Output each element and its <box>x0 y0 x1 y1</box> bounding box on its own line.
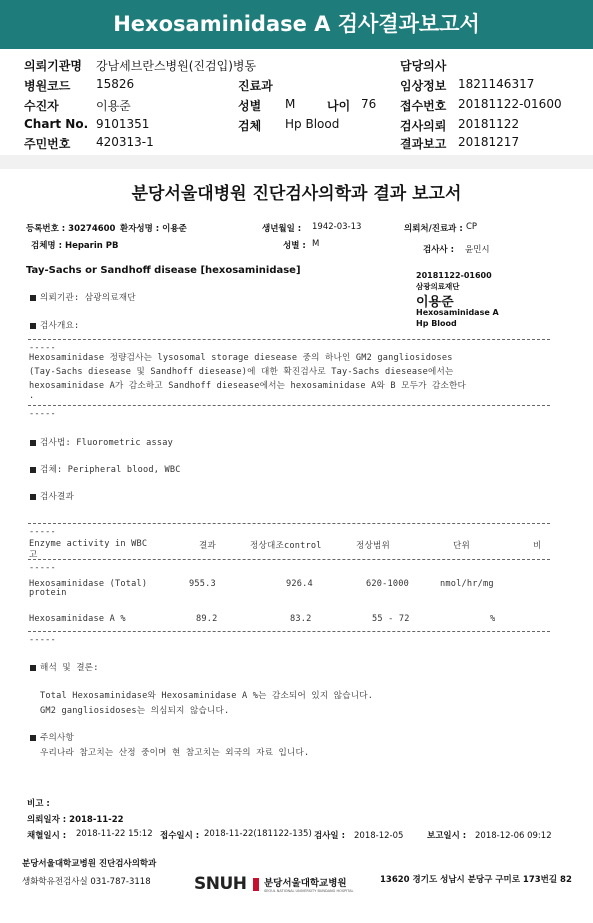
institution-line <box>30 291 136 303</box>
report-date-label: 결과보고 <box>400 137 447 151</box>
footer-tech: 생화학유전검사실 031-787-3118 <box>22 877 151 887</box>
sticker-institution: 삼광의료재단 <box>416 282 460 291</box>
hospital-logo <box>194 869 364 899</box>
scanned-report <box>0 169 593 923</box>
divider <box>28 559 550 560</box>
table-header-unit: 단위 <box>453 541 471 551</box>
interp-line-2: GM2 gangliosidoses는 의심되지 않습니다. <box>40 706 230 716</box>
requester-label: 의뢰처/진료과 : <box>404 224 463 234</box>
registration-number: 등록번호 : 30274600 <box>26 224 116 234</box>
note-heading <box>30 731 74 743</box>
test-date-value: 2018-12-05 <box>354 831 404 841</box>
method-line <box>30 436 173 448</box>
age-value: 76 <box>361 97 377 111</box>
hospital-label: 의뢰기관명 <box>24 59 82 73</box>
row-a-range: 55 - 72 <box>372 614 410 624</box>
institution-text: 의뢰기관: 삼광의료재단 <box>40 293 136 303</box>
sticker-receipt-no: 20181122-01600 <box>416 271 492 280</box>
specimen-line <box>30 463 181 475</box>
row-total-unit: nmol/hr/mg <box>440 579 494 589</box>
section-separator <box>0 155 593 169</box>
footer-address: 13620 경기도 성남시 분당구 구미로 173번길 82 <box>380 875 572 885</box>
age-label: 나이 <box>327 99 351 113</box>
note-line: 우리나라 참고치는 산정 중이며 현 참고치는 외국의 자료 입니다. <box>40 748 310 758</box>
receipt-value: 2018-11-22(181122-135) <box>204 829 312 839</box>
dash-fragment: ----- <box>29 409 56 419</box>
report-sex-value: M <box>312 239 320 249</box>
note-heading-text: 주의사항 <box>40 733 75 743</box>
request-date-label: 검사의뢰 <box>400 119 447 133</box>
specimen-name: 검체명 : Heparin PB <box>31 241 119 251</box>
hospital-code-label: 병원코드 <box>24 79 71 93</box>
test-date-label: 검사일 : <box>314 831 345 841</box>
hospital-code-value: 15826 <box>96 77 135 91</box>
table-header-note: 비 <box>533 541 542 551</box>
method-text: 검사법: Fluorometric assay <box>40 438 173 448</box>
logo-snuh: SNUH <box>194 874 247 894</box>
resident-no-label: 주민번호 <box>24 137 71 151</box>
sticker-test: Hexosaminidase A <box>416 308 499 317</box>
report-time-label: 보고일시 : <box>427 831 467 841</box>
patient-name: 환자성명 : 이용준 <box>120 224 187 234</box>
overview-line-1: Hexosaminidase 정량검사는 lysosomal storage diesease 중의 하나인 GM2 gangliosidoses <box>29 353 453 363</box>
report-banner-title: Hexosaminidase A 검사결과보고서 <box>0 0 593 49</box>
divider <box>28 631 550 632</box>
patient-label: 수진자 <box>24 99 59 113</box>
resident-no-value: 420313-1 <box>96 135 154 149</box>
results-heading-text: 검사결과 <box>40 492 75 502</box>
row-total-result: 955.3 <box>189 579 216 589</box>
results-heading <box>30 490 74 502</box>
specimen-label-sticker <box>412 269 538 335</box>
divider <box>28 405 550 406</box>
request-date: 의뢰일자 : 2018-11-22 <box>27 815 124 825</box>
logo-korean: 분당서울대학교병원 <box>264 878 347 889</box>
collect-value: 2018-11-22 15:12 <box>76 829 153 839</box>
header-info <box>0 49 593 153</box>
overview-line-4: . <box>29 391 35 401</box>
overview-heading-text: 검사개요: <box>40 321 80 331</box>
divider <box>28 523 550 524</box>
birth-label: 생년월일 : <box>262 224 302 234</box>
table-header-wrap: 고 <box>29 550 38 560</box>
sticker-specimen: Hp Blood <box>416 319 457 328</box>
bullet-icon <box>30 323 36 329</box>
collect-label: 채혈일시 : <box>27 831 67 841</box>
patient-value: 이용준 <box>96 99 131 113</box>
logo-english: SEOUL NATIONAL UNIVERSITY BUNDANG HOSPITAL <box>264 889 354 893</box>
row-a-name: Hexosaminidase A % <box>29 614 126 624</box>
dash-fragment: ----- <box>29 635 56 645</box>
row-a-result: 89.2 <box>196 614 218 624</box>
row-total-name: Hexosaminidase (Total) <box>29 579 148 589</box>
test-title: Tay-Sachs or Sandhoff disease [hexosaminidase] <box>26 265 301 276</box>
bullet-icon <box>30 440 36 446</box>
report-date-value: 20181217 <box>458 135 520 149</box>
row-total-range: 620-1000 <box>366 579 409 589</box>
dept-label: 진료과 <box>238 79 273 93</box>
report-time-value: 2018-12-06 09:12 <box>475 831 552 841</box>
row-total-control: 926.4 <box>286 579 313 589</box>
table-header-enzyme: Enzyme activity in WBC <box>29 539 148 549</box>
receipt-no-label: 접수번호 <box>400 99 447 113</box>
table-header-range: 정상범위 <box>356 541 391 551</box>
row-a-unit: % <box>490 614 496 624</box>
clinical-info-label: 임상정보 <box>400 79 447 93</box>
interp-heading-text: 해석 및 결론: <box>40 663 99 673</box>
dash-fragment: ----- <box>29 563 56 573</box>
birth-value: 1942-03-13 <box>312 222 362 232</box>
doctor-label: 담당의사 <box>400 59 447 73</box>
hospital-value: 강남세브란스병원(진검입)병동 <box>96 59 257 73</box>
overview-line-2: (Tay-Sachs diesease 및 Sandhoff diesease)에 대한 확진검사로 Tay-Sachs diesease에서는 <box>29 367 454 377</box>
row-total-name2: protein <box>29 588 67 598</box>
specimen-line-text: 검체: Peripheral blood, WBC <box>40 465 181 475</box>
chart-no-value: 9101351 <box>96 117 150 131</box>
receipt-label: 접수일시 : <box>160 831 200 841</box>
interp-heading <box>30 661 99 673</box>
report-title: 분당서울대병원 진단검사의학과 결과 보고서 <box>131 184 462 204</box>
row-a-control: 83.2 <box>290 614 312 624</box>
tech-label: 검사사 : <box>423 245 454 255</box>
logo-mark-icon <box>253 878 259 891</box>
specimen-label: 검체 <box>238 119 262 133</box>
clinical-info-value: 1821146317 <box>458 77 535 91</box>
dash-fragment: ----- <box>29 527 56 537</box>
report-sex-label: 성별 : <box>283 241 306 251</box>
chart-no-label: Chart No. <box>24 117 89 131</box>
bullet-icon <box>30 494 36 500</box>
bullet-icon <box>30 665 36 671</box>
sex-value: M <box>285 97 296 111</box>
remarks: 비고 : <box>27 799 50 809</box>
request-date-value: 20181122 <box>458 117 520 131</box>
tech-value: 윤민시 <box>465 245 490 255</box>
requester-value: CP <box>466 222 478 232</box>
overview-line-3: hexosaminidase A가 감소하고 Sandhoff diesease에서는 hexosaminidase A와 B 모두가 감소한다 <box>29 381 466 391</box>
sticker-patient: 이용준 <box>416 295 454 310</box>
sex-label: 성별 <box>238 99 262 113</box>
dash-fragment: ----- <box>29 343 56 353</box>
bullet-icon <box>30 467 36 473</box>
specimen-value: Hp Blood <box>285 117 340 131</box>
table-header-control: 정상대조control <box>250 541 322 551</box>
receipt-no-value: 20181122-01600 <box>458 97 562 111</box>
divider <box>28 339 550 340</box>
footer-dept: 분당서울대학교병원 진단검사의학과 <box>22 859 157 869</box>
overview-heading <box>30 319 79 331</box>
bullet-icon <box>30 295 36 301</box>
interp-line-1: Total Hexosaminidase와 Hexosaminidase A %는 감소되어 있지 않습니다. <box>40 691 374 701</box>
bullet-icon <box>30 735 36 741</box>
table-header-result: 결과 <box>199 541 217 551</box>
